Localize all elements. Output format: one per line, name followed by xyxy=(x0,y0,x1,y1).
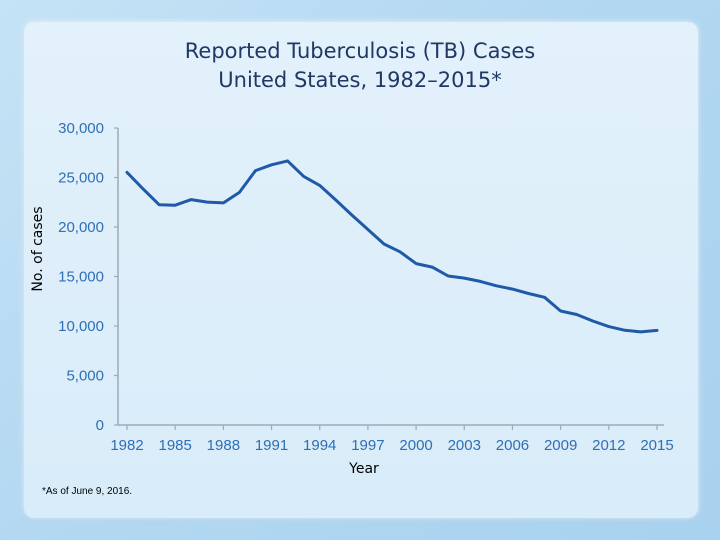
x-tick-label: 1997 xyxy=(351,437,385,454)
x-tick-label: 1991 xyxy=(254,437,289,454)
y-tick-label: 30,000 xyxy=(58,120,104,137)
chart-subtitle: United States, 1982–2015* xyxy=(218,68,502,92)
x-axis xyxy=(110,425,673,454)
series-line-0 xyxy=(127,161,657,332)
y-tick-label: 0 xyxy=(95,417,104,434)
x-tick-label: 1988 xyxy=(206,437,241,454)
y-tick-label: 15,000 xyxy=(58,268,104,286)
x-tick-label: 2006 xyxy=(495,437,530,454)
x-axis-title: Year xyxy=(349,461,379,477)
x-tick-label: 2000 xyxy=(399,437,433,454)
y-axis xyxy=(58,120,118,434)
y-tick-label: 25,000 xyxy=(58,169,104,187)
x-tick-label: 1994 xyxy=(303,437,337,454)
footnote: *As of June 9, 2016. xyxy=(42,486,133,497)
x-tick-label: 1985 xyxy=(158,437,192,454)
y-axis-title: No. of cases xyxy=(30,206,46,292)
plot-area xyxy=(127,161,657,332)
x-tick-label: 1982 xyxy=(110,437,144,454)
y-tick-label: 20,000 xyxy=(58,219,104,236)
chart-title: Reported Tuberculosis (TB) Cases xyxy=(184,39,536,63)
x-tick-label: 2009 xyxy=(543,437,578,454)
x-tick-label: 2015 xyxy=(640,437,674,454)
y-tick-label: 5,000 xyxy=(66,367,104,385)
x-tick-label: 2003 xyxy=(447,437,481,454)
y-tick-label: 10,000 xyxy=(58,318,104,335)
x-tick-label: 2012 xyxy=(592,437,626,454)
